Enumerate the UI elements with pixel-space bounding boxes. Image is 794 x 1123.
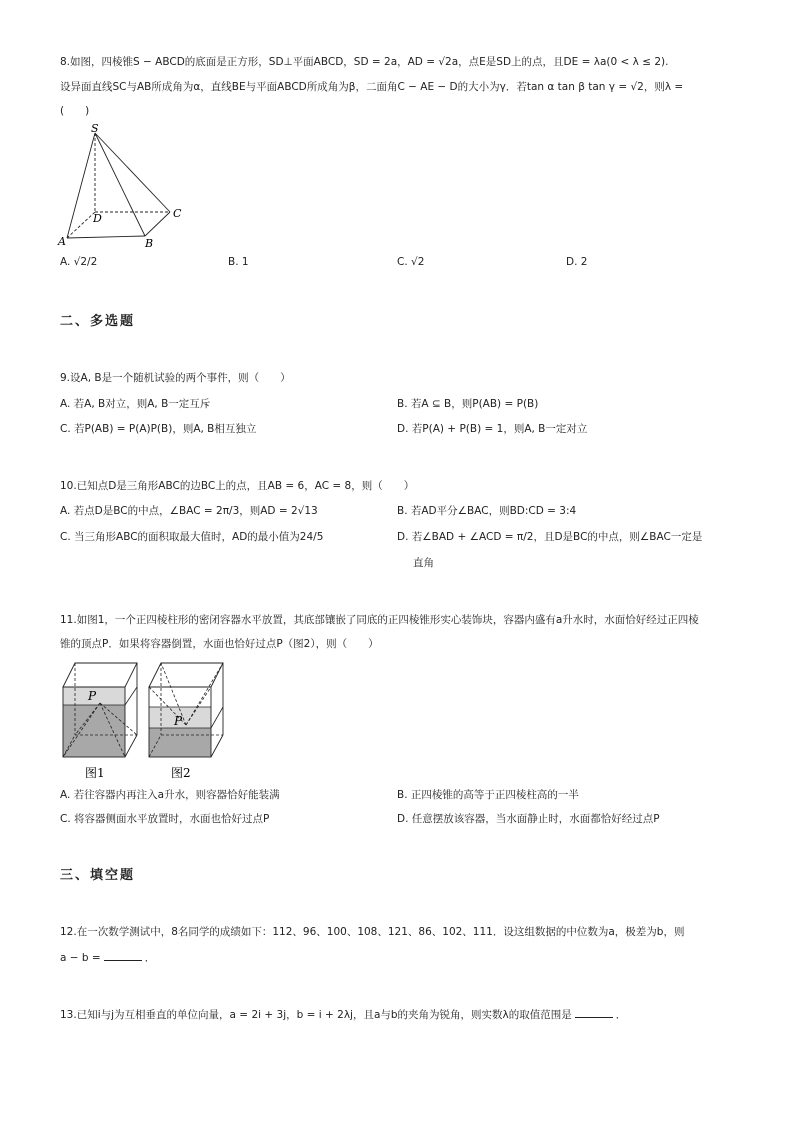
label-c: C bbox=[173, 207, 182, 220]
q10-stem: 10.已知点D是三角形ABC的边BC上的点，且AB = 6，AC = 8，则（ ） bbox=[60, 480, 415, 492]
figure-1 bbox=[63, 663, 137, 780]
q8-stem-line3: ( ) bbox=[60, 105, 90, 117]
q8-pyramid-figure bbox=[55, 120, 195, 250]
q11-stem-line2: 锥的顶点P．如果将容器倒置，水面也恰好过点P（图2），则（ ） bbox=[60, 638, 379, 650]
q12-answer-blank[interactable] bbox=[104, 950, 142, 961]
q11-option-a: A. 若往容器内再注入a升水，则容器恰好能装满 bbox=[60, 789, 280, 801]
q11-option-b: B. 正四棱锥的高等于正四棱柱高的一半 bbox=[397, 789, 579, 801]
q11-stem-line1: 11.如图1，一个正四棱柱形的密闭容器水平放置，其底部镶嵌了同底的正四棱锥形实心装饰块，容器内盛有a升水时，水面恰好经过正四棱 bbox=[60, 614, 699, 626]
q8-option-d: D. 2 bbox=[566, 256, 588, 268]
section-multi-choice-heading: 二、多选题 bbox=[60, 314, 136, 329]
q9-option-a: A. 若A, B对立，则A, B一定互斥 bbox=[60, 398, 211, 410]
label-a: A bbox=[58, 235, 66, 248]
fig2-caption: 图2 bbox=[171, 766, 191, 780]
fig2-point-p: P bbox=[174, 714, 183, 728]
q12-stem-line2 bbox=[60, 950, 155, 965]
q12-period: ． bbox=[144, 952, 156, 964]
q8-stem-line2: 设异面直线SC与AB所成角为α，直线BE与平面ABCD所成角为β，二面角C − AE − D的大小为γ．若tan α tan β tan γ = √2，则λ = bbox=[60, 81, 684, 93]
q10-option-d-cont: 直角 bbox=[413, 557, 434, 569]
q10-option-b: B. 若AD平分∠BAC，则BD:CD = 3:4 bbox=[397, 505, 577, 517]
q11-container-figures bbox=[55, 655, 245, 783]
q12-expression: a − b = bbox=[60, 952, 101, 964]
figure-2 bbox=[149, 663, 223, 780]
q10-option-a: A. 若点D是BC的中点，∠BAC = 2π/3，则AD = 2√13 bbox=[60, 505, 318, 517]
q8-stem-line1: 8.如图，四棱锥S − ABCD的底面是正方形，SD⊥平面ABCD，SD = 2a，AD = √2a，点E是SD上的点，且DE = λa(0 < λ ≤ 2). bbox=[60, 56, 669, 68]
q13-answer-blank[interactable] bbox=[575, 1007, 613, 1018]
fig1-point-p: P bbox=[88, 689, 97, 703]
section-fill-blank-heading: 三、填空题 bbox=[60, 868, 136, 883]
q10-option-d: D. 若∠BAD + ∠ACD = π/2，且D是BC的中点，则∠BAC一定是 bbox=[397, 531, 703, 543]
q8-option-c: C. √2 bbox=[397, 256, 425, 268]
q12-stem-line1: 12.在一次数学测试中，8名同学的成绩如下：112、96、100、108、121、86、102、111．设这组数据的中位数为a，极差为b，则 bbox=[60, 926, 685, 938]
q8-option-a: A. √2/2 bbox=[60, 256, 98, 268]
q13-text: 13.已知i与j为互相垂直的单位向量，a = 2i + 3j，b = i + 2λj，且a与b的夹角为锐角，则实数λ的取值范围是 bbox=[60, 1009, 572, 1021]
label-b: B bbox=[145, 237, 154, 250]
q11-option-c: C. 将容器侧面水平放置时，水面也恰好过点P bbox=[60, 813, 270, 825]
label-s: S bbox=[91, 122, 99, 135]
q13-stem bbox=[60, 1007, 626, 1022]
q9-stem: 9.设A, B是一个随机试验的两个事件，则（ ） bbox=[60, 372, 291, 384]
fig1-caption: 图1 bbox=[85, 766, 105, 780]
q11-option-d: D. 任意摆放该容器，当水面静止时，水面都恰好经过点P bbox=[397, 813, 660, 825]
q13-period: ． bbox=[615, 1009, 627, 1021]
label-d: D bbox=[93, 212, 102, 225]
q9-option-c: C. 若P(AB) = P(A)P(B)，则A, B相互独立 bbox=[60, 423, 257, 435]
q10-option-c: C. 当三角形ABC的面积取最大值时，AD的最小值为24/5 bbox=[60, 531, 324, 543]
q9-option-b: B. 若A ⊆ B，则P(AB) = P(B) bbox=[397, 398, 539, 410]
q8-option-b: B. 1 bbox=[228, 256, 249, 268]
q9-option-d: D. 若P(A) + P(B) = 1，则A, B一定对立 bbox=[397, 423, 588, 435]
